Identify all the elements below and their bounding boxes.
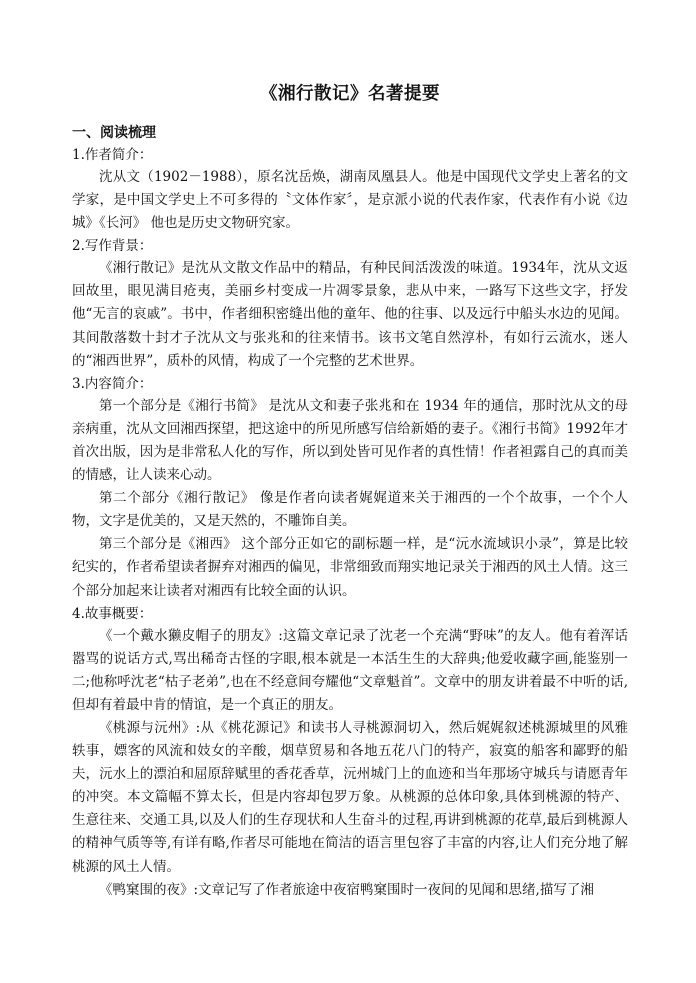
subheading-content: 3.内容简介： [72,375,153,392]
document-title: 《湘行散记》名著提要 [260,84,440,104]
paragraph-story-friend: 《一个戴水獭皮帽子的朋友》:这篇文章记录了沈老一个充满“野味”的友人。他有着浑话嚣骂的说话方式,骂出稀奇古怪的字眼,根本就是一本活生生的大辞典;他爱收藏字画,能鉴别一二;他称呼沈老“枯子老弟”,也在不经意间夸耀他“文章魁首”。文章中的朋友讲着最不中听的话,但却有着最中肯的情谊，是一个真正的朋友。 [72,627,628,713]
section-heading-reading: 一、阅读梳理 [72,125,156,141]
paragraph-story-yakewei: 《鸭窠围的夜》:文章记写了作者旅途中夜宿鸭窠围时一夜间的见闻和思绪,描写了湘 [99,881,594,898]
subheading-background: 2.写作背景： [72,238,153,255]
paragraph-content-part-1: 第一个部分是《湘行书简》 是沈从文和妻子张兆和在 1934 年的通信，那时沈从文的母亲病重，沈从文回湘西探望，把这途中的所见所感写信给新婚的妻子。《湘行书简》1992年才首次出版，因为是非常私人化的写作，所以到处皆可见作者的真性情！作者袒露自己的真而美的情感，让人读来心动。 [72,397,628,484]
paragraph-story-taoyuan: 《桃源与沅州》:从《桃花源记》和读书人寻桃源洞切入，然后娓娓叙述桃源城里的风雅轶事，嫖客的风流和妓女的辛酸，烟草贸易和各地五花八门的特产，寂寞的船客和鄙野的船夫，沅水上的漂泊和屈原辞赋里的香花香草，沅州城门上的血迹和当年那场守城兵与请愿青年的冲突。本文篇幅不算太长，但是内容却包罗万象。从桃源的总体印象,具体到桃源的特产、生意往来、交通工具,以及人们的生存现状和人生奋斗的过程,再讲到桃源的花草,最后到桃源人的精神气质等等,有详有略,作者尽可能地在简洁的语言里包容了丰富的内容,让人们充分地了解桃源的风土人情。 [72,719,628,875]
paragraph-content-part-2: 第二个部分《湘行散记》 像是作者向读者娓娓道来关于湘西的一个个故事，一个个人物，文字是优美的，又是天然的，不雕饰自美。 [72,490,628,530]
paragraph-background: 《湘行散记》是沈从文散文作品中的精品，有种民间活泼泼的味道。1934年，沈从文返回故里，眼见满目疮夷，美丽乡村变成一片凋零景象，悲从中来，一路写下这些文字，抒发他“无言的哀戚”。书中，作者细积密缝出他的童年、他的往事、以及远行中船头水边的见闻。其间散落数十封才子沈从文与张兆和的往来情书。该书文笔自然淳朴，有如行云流水，迷人的“湘西世界”，质朴的风情，构成了一个完整的艺术世界。 [72,260,628,369]
subheading-story: 4.故事概要： [72,605,153,622]
paragraph-author: 沈从文（1902－1988），原名沈岳焕，湖南凤凰县人。他是中国现代文学史上著名的文学家，是中国文学史上不可多得的〝文体作家〞，是京派小说的代表作家，代表作有小说《边城》《长河》 他也是历史文物研究家。 [72,169,628,232]
paragraph-content-part-3: 第三个部分是《湘西》 这个部分正如它的副标题一样，是“沅水流域识小录”，算是比较纪实的，作者希望读者摒弃对湘西的偏见，非常细致而翔实地记录关于湘西的风土人情。这三个部分加起来让读者对湘西有比较全面的认识。 [72,536,628,599]
subheading-author: 1.作者简介： [72,147,153,163]
